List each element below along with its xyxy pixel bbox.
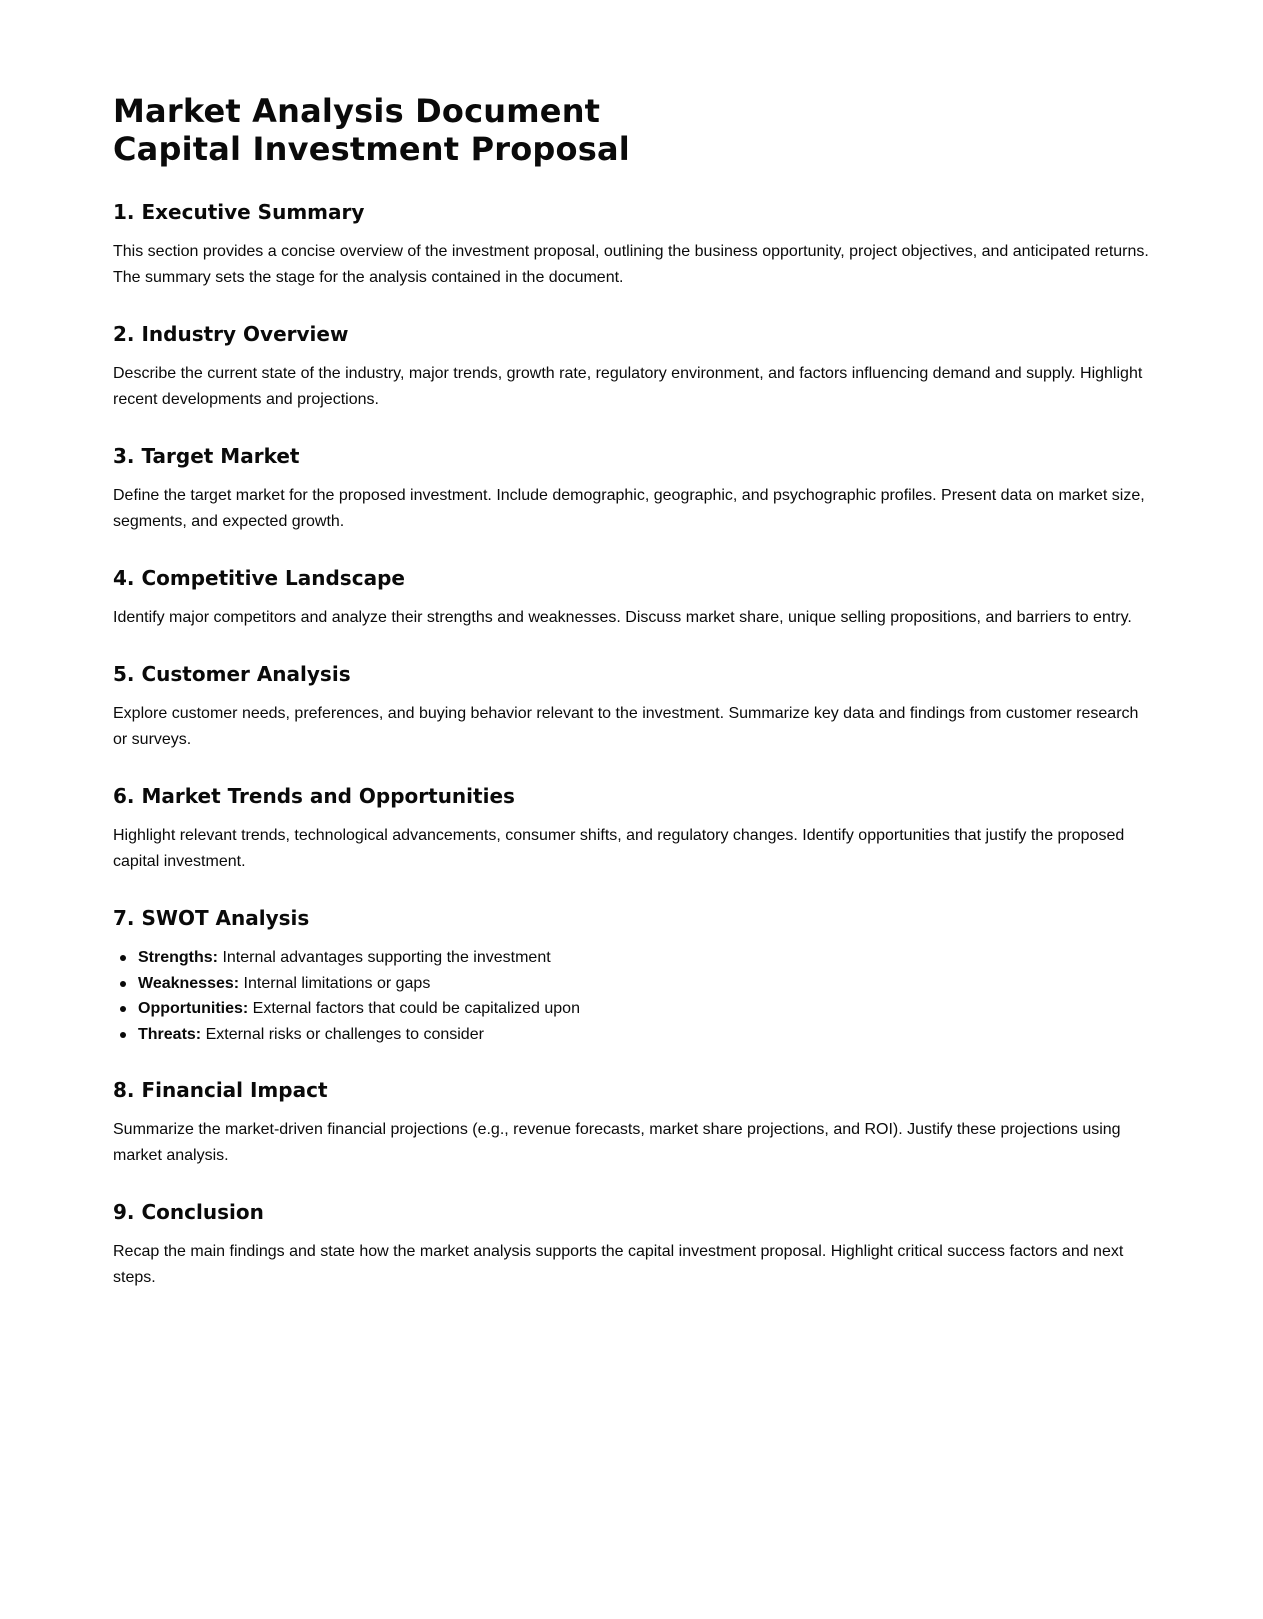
swot-term: Weaknesses:: [138, 974, 240, 992]
swot-term: Strengths:: [138, 949, 218, 966]
section-competitive-landscape: [113, 566, 1150, 631]
section-body: Define the target market for the proposed investment. Include demographic, geographic, and psychographic profiles. Present data on market size, segments, and expected growth.: [113, 487, 1145, 530]
section-heading: 3. Target Market: [113, 444, 300, 468]
swot-text: External risks or challenges to consider: [201, 1025, 484, 1043]
document-title: [113, 92, 1150, 168]
section-industry-overview: [113, 322, 1150, 413]
swot-text: External factors that could be capitalized upon: [248, 1000, 580, 1017]
bullet-icon: [120, 1032, 126, 1038]
section-financial-impact: [113, 1078, 1150, 1169]
swot-text: Internal limitations or gaps: [239, 974, 431, 992]
swot-list: [113, 945, 1150, 1047]
swot-text: Internal advantages supporting the investment: [218, 949, 551, 966]
section-executive-summary: [113, 200, 1150, 291]
section-customer-analysis: [113, 662, 1150, 753]
section-heading: 4. Competitive Landscape: [113, 566, 405, 590]
section-heading: 2. Industry Overview: [113, 322, 349, 346]
swot-item-threats: [113, 1022, 1150, 1048]
section-heading: 9. Conclusion: [113, 1200, 264, 1224]
section-body: Identify major competitors and analyze their strengths and weaknesses. Discuss market share, unique selling propositions, and barriers to entry.: [113, 609, 1132, 626]
swot-term: Threats:: [138, 1025, 202, 1043]
section-body: Explore customer needs, preferences, and buying behavior relevant to the investment. Summarize key data and findings from customer research or surveys.: [113, 705, 1139, 748]
bullet-icon: [120, 955, 126, 961]
section-heading: 1. Executive Summary: [113, 200, 365, 224]
section-heading: 7. SWOT Analysis: [113, 906, 310, 930]
section-body: Recap the main findings and state how the market analysis supports the capital investment proposal. Highlight critical success factors and next steps.: [113, 1243, 1124, 1286]
section-body: This section provides a concise overview of the investment proposal, outlining the business opportunity, project objectives, and anticipated returns. The summary sets the stage for the analysis contained in the document.: [113, 243, 1149, 286]
swot-item-opportunities: [113, 996, 1150, 1022]
swot-item-weaknesses: [113, 971, 1150, 997]
bullet-icon: [120, 981, 126, 987]
swot-item-strengths: [113, 945, 1150, 971]
swot-term: Opportunities:: [138, 1000, 249, 1017]
section-swot-analysis: [113, 906, 1150, 1047]
section-body: Describe the current state of the industry, major trends, growth rate, regulatory environment, and factors influencing demand and supply. Highlight recent developments and projections.: [113, 365, 1143, 408]
section-heading: 8. Financial Impact: [113, 1078, 328, 1102]
document-title-line-1: Market Analysis Document: [113, 92, 601, 130]
section-body: Summarize the market-driven financial projections (e.g., revenue forecasts, market share projections, and ROI). Justify these projections using market analysis.: [113, 1121, 1121, 1164]
section-conclusion: [113, 1200, 1150, 1291]
section-heading: 5. Customer Analysis: [113, 662, 351, 686]
section-body: Highlight relevant trends, technological advancements, consumer shifts, and regulatory changes. Identify opportunities that justify the proposed capital investment.: [113, 827, 1125, 870]
section-target-market: [113, 444, 1150, 535]
document-title-line-2: Capital Investment Proposal: [113, 130, 630, 168]
bullet-icon: [120, 1006, 126, 1012]
section-heading: 6. Market Trends and Opportunities: [113, 784, 515, 808]
section-market-trends: [113, 784, 1150, 875]
